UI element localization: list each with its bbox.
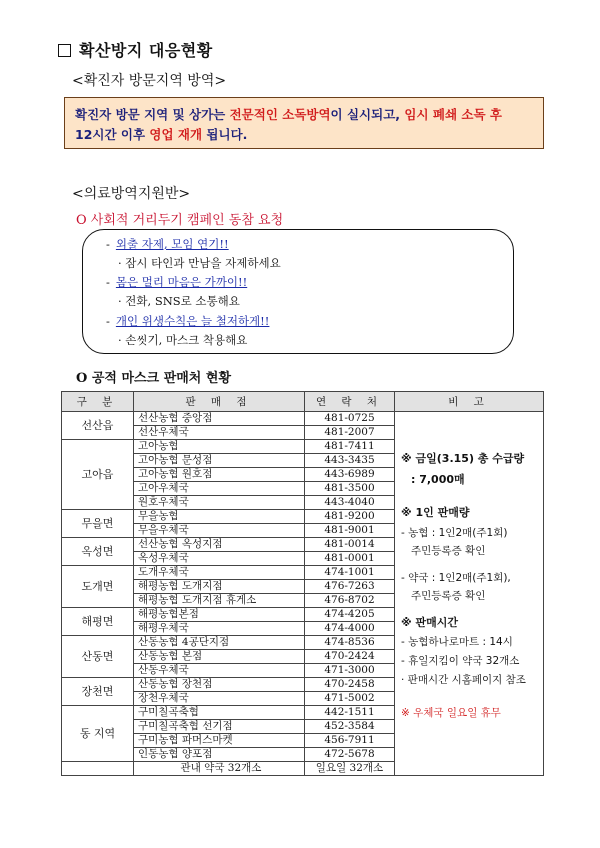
- region-cell: 산동면: [62, 636, 134, 678]
- region-cell: 무을면: [62, 510, 134, 538]
- mask-section-title: O 공적 마스크 판매처 현황: [76, 371, 232, 386]
- header-remark: 비 고: [395, 392, 544, 412]
- phone-cell: 481-7411: [305, 440, 395, 454]
- remark-hours-3: · 판매시간 시홈페이지 참조: [401, 674, 526, 686]
- section-title: 확산방지 대응현황: [58, 38, 213, 61]
- phone-cell: 472-5678: [305, 748, 395, 762]
- checkbox-square-icon: [58, 44, 71, 57]
- phone-cell: 481-0014: [305, 538, 395, 552]
- phone-cell: 474-4000: [305, 622, 395, 636]
- mask-seller-table: [61, 391, 544, 776]
- phone-cell: 474-4205: [305, 608, 395, 622]
- remark-limit-1a: - 농협 : 1인2매(주1회): [401, 527, 508, 539]
- campaign-item-head: - 외출 자제, 모임 연기!!: [106, 237, 229, 251]
- phone-cell: 456-7911: [305, 734, 395, 748]
- phone-cell: 471-5002: [305, 692, 395, 706]
- phone-cell: 일요일 32개소: [305, 762, 395, 776]
- place-cell: 해평농협 도개지점: [134, 580, 305, 594]
- place-cell: 무을농협: [134, 510, 305, 524]
- remark-hours-1: - 농협하나로마트 : 14시: [401, 636, 513, 648]
- place-cell: 고아농협: [134, 440, 305, 454]
- phone-cell: 481-0725: [305, 412, 395, 426]
- remark-limit-1b: 주민등록증 확인: [411, 545, 486, 557]
- phone-cell: 442-1511: [305, 706, 395, 720]
- remark-supply-title: ※ 금일(3.15) 총 수급량: [401, 452, 525, 465]
- phone-cell: 443-4040: [305, 496, 395, 510]
- table-header-row: [62, 392, 544, 412]
- place-cell: 산동농협 장천점: [134, 678, 305, 692]
- region-cell: 동 지역: [62, 706, 134, 762]
- phone-cell: 481-0001: [305, 552, 395, 566]
- campaign-item-head: - 몸은 멀리 마음은 가까이!!: [106, 275, 248, 289]
- place-cell: 구미칠곡축협: [134, 706, 305, 720]
- region-cell: 선산읍: [62, 412, 134, 440]
- phone-cell: 470-2458: [305, 678, 395, 692]
- place-cell: 산동농협 4공단지점: [134, 636, 305, 650]
- place-cell: 옥성우체국: [134, 552, 305, 566]
- region-cell: 옥성면: [62, 538, 134, 566]
- place-cell: 선산우체국: [134, 426, 305, 440]
- place-cell: 선산농협 옥성지점: [134, 538, 305, 552]
- campaign-item-sub: · 잠시 타인과 만남을 자제하세요: [118, 256, 281, 270]
- place-cell: 고아우체국: [134, 482, 305, 496]
- place-cell: 구미농협 파머스마켓: [134, 734, 305, 748]
- header-phone: 연 락 처: [305, 392, 395, 412]
- header-place: 판 매 점: [134, 392, 305, 412]
- confirmed-heading: <확진자 방문지역 방역>: [72, 73, 227, 89]
- region-cell: 고아읍: [62, 440, 134, 510]
- phone-cell: 474-8536: [305, 636, 395, 650]
- empty-region-cell: [62, 762, 134, 776]
- phone-cell: 470-2424: [305, 650, 395, 664]
- place-cell: 장천우체국: [134, 692, 305, 706]
- phone-cell: 443-3435: [305, 454, 395, 468]
- place-cell: 산동우체국: [134, 664, 305, 678]
- phone-cell: 481-3500: [305, 482, 395, 496]
- place-cell: 무을우체국: [134, 524, 305, 538]
- campaign-title: O 사회적 거리두기 캠페인 동참 요청: [76, 213, 284, 228]
- remark-hours-title: ※ 판매시간: [401, 616, 459, 629]
- phone-cell: 481-9001: [305, 524, 395, 538]
- region-cell: 장천면: [62, 678, 134, 706]
- header-region: 구 분: [62, 392, 134, 412]
- place-cell: 해평우체국: [134, 622, 305, 636]
- remark-cell: [395, 412, 544, 776]
- medical-heading: <의료방역지원반>: [72, 186, 191, 202]
- place-cell: 구미칠곡축협 선기점: [134, 720, 305, 734]
- table-row: [62, 412, 544, 426]
- place-cell: 고아농협 문성점: [134, 454, 305, 468]
- region-cell: 해평면: [62, 608, 134, 636]
- phone-cell: 481-2007: [305, 426, 395, 440]
- phone-cell: 476-8702: [305, 594, 395, 608]
- phone-cell: 452-3584: [305, 720, 395, 734]
- place-cell: 산동농협 본점: [134, 650, 305, 664]
- campaign-item-sub: · 전화, SNS로 소통해요: [118, 294, 240, 308]
- phone-cell: 476-7263: [305, 580, 395, 594]
- campaign-item-sub: · 손씻기, 마스크 착용해요: [118, 333, 248, 347]
- phone-cell: 443-6989: [305, 468, 395, 482]
- place-cell: 선산농협 중앙점: [134, 412, 305, 426]
- phone-cell: 471-3000: [305, 664, 395, 678]
- place-cell: 인동농협 양포점: [134, 748, 305, 762]
- place-cell: 고아농협 원호점: [134, 468, 305, 482]
- place-cell: 해평농협본점: [134, 608, 305, 622]
- remark-limit-title: ※ 1인 판매량: [401, 506, 470, 519]
- campaign-item-head: - 개인 위생수칙은 늘 철저하게!!: [106, 314, 270, 328]
- place-cell: 관내 약국 32개소: [134, 762, 305, 776]
- place-cell: 해평농협 도개지점 휴게소: [134, 594, 305, 608]
- remark-post-note: ※ 우체국 일요일 휴무: [401, 707, 501, 719]
- place-cell: 도개우체국: [134, 566, 305, 580]
- remark-hours-2: - 휴일지킴이 약국 32개소: [401, 655, 520, 667]
- remark-limit-2b: 주민등록증 확인: [411, 590, 486, 602]
- remark-supply-value: : 7,000매: [411, 473, 465, 486]
- remark-limit-2a: - 약국 : 1인2매(주1회),: [401, 572, 511, 584]
- place-cell: 원호우체국: [134, 496, 305, 510]
- notice-box: 확진자 방문 지역 및 상가는 전문적인 소독방역이 실시되고, 임시 폐쇄 소독 후 12시간 이후 영업 재개 됩니다.: [64, 97, 544, 149]
- region-cell: 도개면: [62, 566, 134, 608]
- phone-cell: 474-1001: [305, 566, 395, 580]
- phone-cell: 481-9200: [305, 510, 395, 524]
